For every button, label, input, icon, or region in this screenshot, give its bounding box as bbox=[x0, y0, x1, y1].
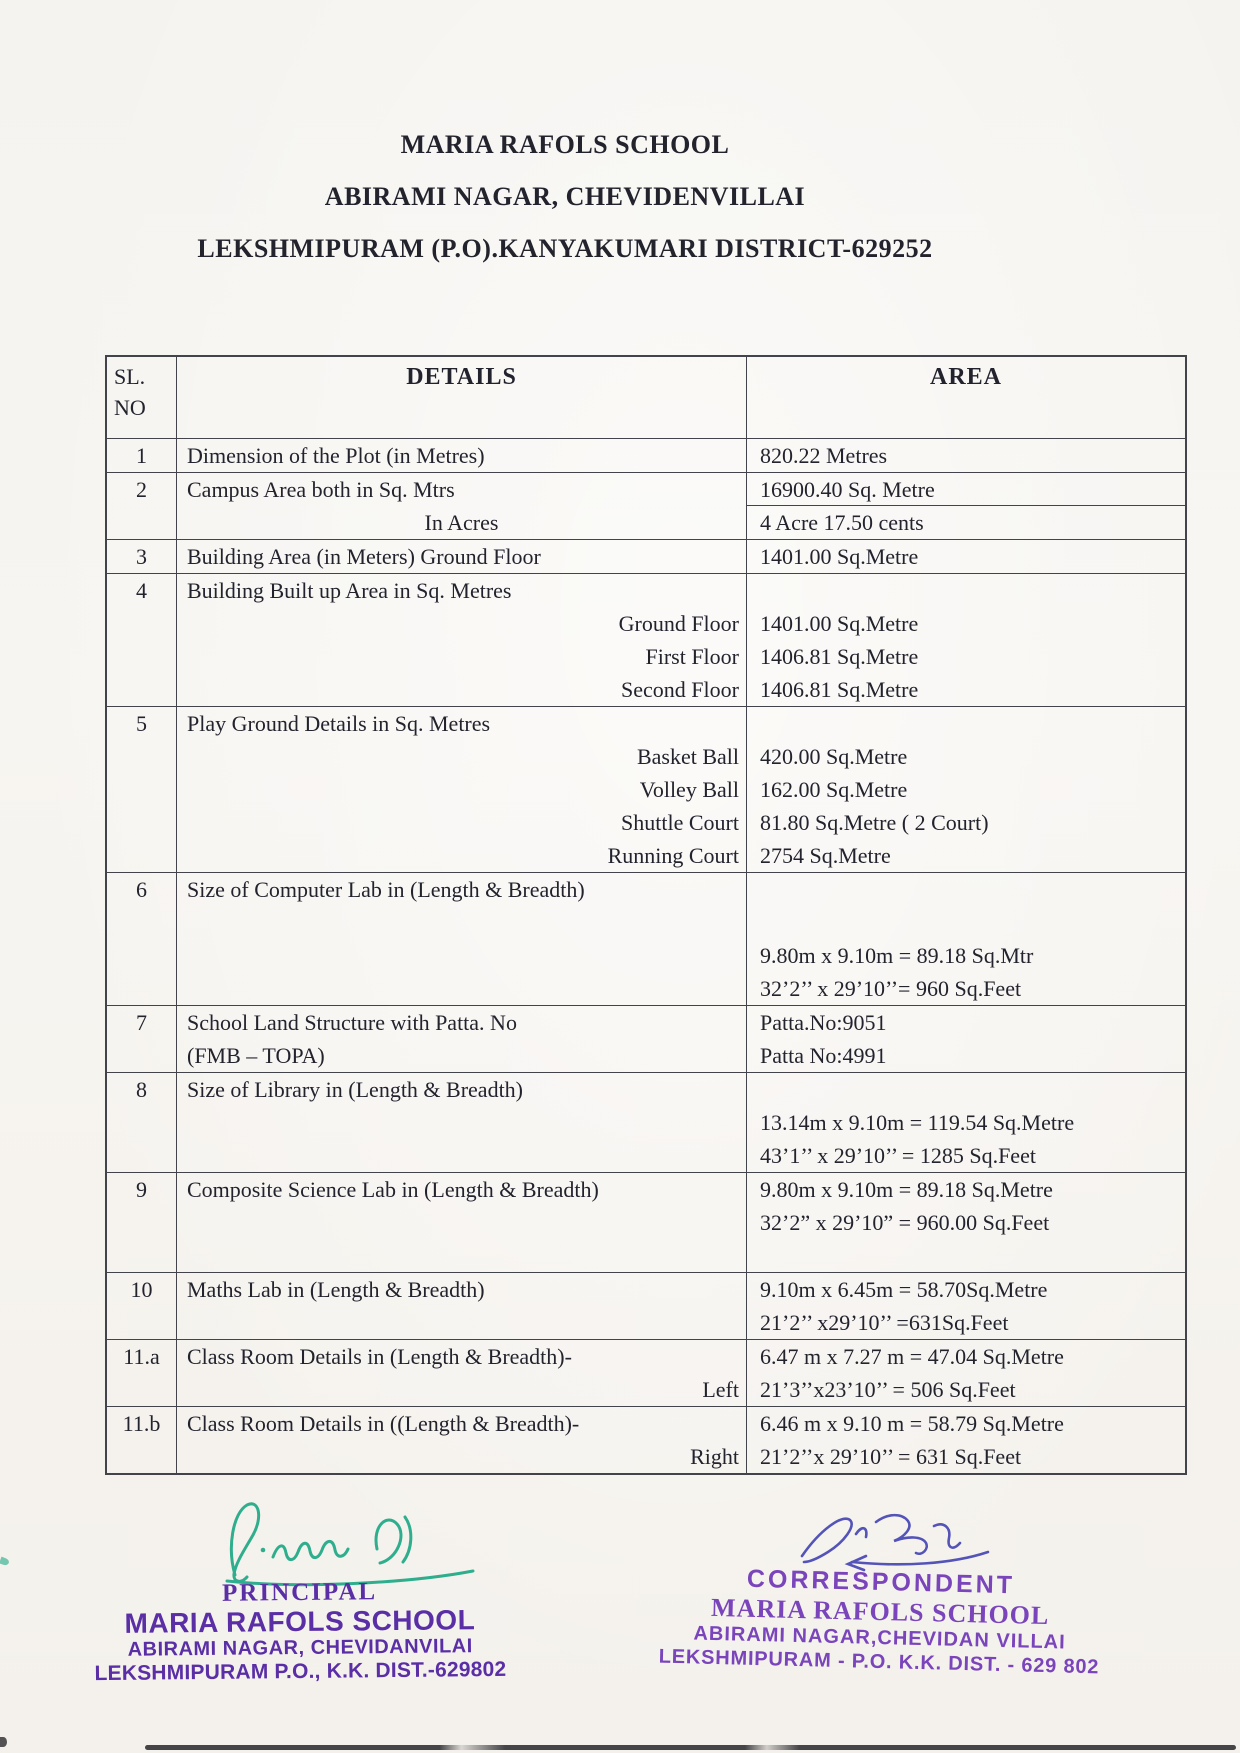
area-line: 4 Acre 17.50 cents bbox=[760, 510, 924, 535]
area-line: 6.46 m x 9.10 m = 58.79 Sq.Metre bbox=[760, 1411, 1064, 1436]
area-line: 162.00 Sq.Metre bbox=[760, 777, 908, 802]
area-line: 81.80 Sq.Metre ( 2 Court) bbox=[760, 810, 989, 835]
area-line: 9.80m x 9.10m = 89.18 Sq.Mtr bbox=[760, 943, 1034, 968]
stray-ink-mark bbox=[0, 1557, 10, 1567]
details-line: Right bbox=[690, 1444, 739, 1469]
area-line: 2754 Sq.Metre bbox=[760, 843, 891, 868]
area-line: 820.22 Metres bbox=[760, 443, 888, 468]
area-line bbox=[747, 906, 1185, 939]
row-details-cell bbox=[177, 1407, 747, 1473]
area-line: 32’2” x 29’10” = 960.00 Sq.Feet bbox=[760, 1210, 1050, 1235]
details-line: Maths Lab in (Length & Breadth) bbox=[187, 1277, 485, 1302]
row-area-cell bbox=[747, 540, 1185, 573]
row-details-cell bbox=[177, 1340, 747, 1406]
area-line: 6.47 m x 7.27 m = 47.04 Sq.Metre bbox=[760, 1344, 1064, 1369]
table-row bbox=[107, 1272, 1185, 1339]
row-sl-number: 4 bbox=[107, 574, 177, 706]
row-sl-number: 11.a bbox=[107, 1340, 177, 1406]
area-line bbox=[747, 574, 1185, 607]
header-details: DETAILS bbox=[177, 357, 747, 438]
letterhead bbox=[0, 130, 1130, 286]
row-area-cell bbox=[747, 1006, 1185, 1072]
details-line: Building Built up Area in Sq. Metres bbox=[187, 578, 512, 603]
table-row bbox=[107, 1339, 1185, 1406]
details-line: (FMB – TOPA) bbox=[187, 1043, 325, 1068]
area-line bbox=[747, 707, 1185, 740]
table-row bbox=[107, 439, 1185, 472]
table-row bbox=[107, 872, 1185, 1005]
row-sl-number: 6 bbox=[107, 873, 177, 1005]
details-line bbox=[177, 1139, 746, 1172]
row-sl-number: 3 bbox=[107, 540, 177, 573]
principal-stamp bbox=[59, 1575, 540, 1686]
row-area-cell bbox=[747, 1173, 1185, 1272]
details-line: Size of Computer Lab in (Length & Breadth) bbox=[187, 877, 585, 902]
row-area-cell bbox=[747, 1407, 1185, 1473]
table-body bbox=[107, 439, 1185, 1473]
details-line: Second Floor bbox=[621, 677, 739, 702]
details-line bbox=[177, 906, 746, 939]
scan-edge-artifact bbox=[145, 1745, 1236, 1750]
correspondent-stamp-role: CORRESPONDENT bbox=[746, 1564, 1016, 1600]
school-name: MARIA RAFOLS SCHOOL bbox=[400, 130, 730, 159]
row-details-cell bbox=[177, 873, 747, 1005]
row-area-cell bbox=[747, 439, 1185, 472]
area-line: 21’2’’ x29’10’’ =631Sq.Feet bbox=[760, 1310, 1009, 1335]
table-row bbox=[107, 1072, 1185, 1172]
details-line: Size of Library in (Length & Breadth) bbox=[187, 1077, 524, 1102]
correspondent-stamp-address2: LEKSHMIPURAM - P.O. K.K. DIST. - 629 802 bbox=[658, 1645, 1100, 1679]
school-address-line2: LEKSHMIPURAM (P.O).KANYAKUMARI DISTRICT-629252 bbox=[197, 234, 933, 263]
row-area-cell bbox=[747, 707, 1185, 872]
row-area-cell bbox=[747, 1340, 1185, 1406]
correspondent-stamp-address1: ABIRAMI NAGAR,CHEVIDAN VILLAI bbox=[693, 1622, 1066, 1654]
row-sl-number: 7 bbox=[107, 1006, 177, 1072]
school-address-line1: ABIRAMI NAGAR, CHEVIDENVILLAI bbox=[324, 182, 806, 211]
details-line: Campus Area both in Sq. Mtrs bbox=[187, 477, 455, 502]
area-line: 21’3’’x23’10’’ = 506 Sq.Feet bbox=[760, 1377, 1016, 1402]
details-table bbox=[105, 355, 1187, 1475]
row-details-cell bbox=[177, 1006, 747, 1072]
row-details-cell bbox=[177, 439, 747, 472]
details-line: School Land Structure with Patta. No bbox=[187, 1010, 517, 1035]
principal-stamp-role: PRINCIPAL bbox=[221, 1578, 378, 1607]
details-line: In Acres bbox=[424, 510, 499, 535]
area-line: 9.10m x 6.45m = 58.70Sq.Metre bbox=[760, 1277, 1048, 1302]
area-line: 21’2’’x 29’10’’ = 631 Sq.Feet bbox=[760, 1444, 1022, 1469]
area-line: 1401.00 Sq.Metre bbox=[760, 544, 919, 569]
row-sl-number: 11.b bbox=[107, 1407, 177, 1473]
area-line bbox=[747, 873, 1185, 906]
table-row bbox=[107, 1005, 1185, 1072]
area-line bbox=[747, 1239, 1185, 1272]
details-line: Class Room Details in ((Length & Breadth)- bbox=[187, 1411, 580, 1436]
area-line: 1406.81 Sq.Metre bbox=[760, 644, 919, 669]
principal-stamp-address1: ABIRAMI NAGAR, CHEVIDANVILAI bbox=[127, 1635, 473, 1661]
row-details-cell bbox=[177, 1073, 747, 1172]
details-line: Running Court bbox=[607, 843, 739, 868]
row-area-cell bbox=[747, 873, 1185, 1005]
area-line: 43’1’’ x 29’10’’ = 1285 Sq.Feet bbox=[760, 1143, 1036, 1168]
row-details-cell bbox=[177, 473, 747, 539]
area-line: 420.00 Sq.Metre bbox=[760, 744, 908, 769]
row-area-cell bbox=[747, 1273, 1185, 1339]
area-line: Patta.No:9051 bbox=[760, 1010, 887, 1035]
table-row bbox=[107, 573, 1185, 706]
details-line: Ground Floor bbox=[618, 611, 739, 636]
table-row bbox=[107, 1172, 1185, 1272]
row-sl-number: 1 bbox=[107, 439, 177, 472]
table-header-row bbox=[107, 357, 1185, 439]
details-line bbox=[177, 1106, 746, 1139]
correspondent-stamp bbox=[639, 1562, 1121, 1680]
table-row bbox=[107, 472, 1185, 539]
area-line: Patta No:4991 bbox=[760, 1043, 887, 1068]
row-details-cell bbox=[177, 1173, 747, 1272]
row-sl-number: 2 bbox=[107, 473, 177, 539]
table-row bbox=[107, 706, 1185, 872]
area-line bbox=[747, 1073, 1185, 1106]
row-details-cell bbox=[177, 574, 747, 706]
header-sl-no bbox=[107, 357, 177, 438]
details-line: First Floor bbox=[645, 644, 739, 669]
details-line bbox=[177, 939, 746, 972]
details-line: Building Area (in Meters) Ground Floor bbox=[187, 544, 541, 569]
details-line: Volley Ball bbox=[639, 777, 739, 802]
header-area: AREA bbox=[929, 364, 1002, 390]
row-details-cell bbox=[177, 1273, 747, 1339]
row-details-cell bbox=[177, 707, 747, 872]
details-line: Dimension of the Plot (in Metres) bbox=[187, 443, 485, 468]
details-line bbox=[177, 1239, 746, 1272]
row-sl-number: 10 bbox=[107, 1273, 177, 1339]
correspondent-stamp-school: MARIA RAFOLS SCHOOL bbox=[710, 1592, 1050, 1631]
area-line: 9.80m x 9.10m = 89.18 Sq.Metre bbox=[760, 1177, 1053, 1202]
area-line: 1406.81 Sq.Metre bbox=[760, 677, 919, 702]
table-row bbox=[107, 1406, 1185, 1473]
row-area-cell bbox=[747, 473, 1185, 539]
row-details-cell bbox=[177, 540, 747, 573]
details-line bbox=[177, 972, 746, 1005]
area-line: 32’2’’ x 29’10’’= 960 Sq.Feet bbox=[760, 976, 1022, 1001]
header-sl-line2: NO bbox=[114, 395, 146, 420]
details-line bbox=[177, 1206, 746, 1239]
table-row bbox=[107, 539, 1185, 573]
details-line bbox=[177, 1306, 746, 1339]
details-line: Play Ground Details in Sq. Metres bbox=[187, 711, 491, 736]
row-sl-number: 5 bbox=[107, 707, 177, 872]
row-area-cell bbox=[747, 574, 1185, 706]
scan-corner-mark bbox=[0, 1737, 7, 1747]
principal-stamp-school: MARIA RAFOLS SCHOOL bbox=[124, 1604, 476, 1639]
row-sl-number: 9 bbox=[107, 1173, 177, 1272]
details-line: Composite Science Lab in (Length & Breadth) bbox=[187, 1177, 599, 1202]
details-line: Shuttle Court bbox=[621, 810, 739, 835]
area-line: 13.14m x 9.10m = 119.54 Sq.Metre bbox=[760, 1110, 1075, 1135]
details-line: Left bbox=[702, 1377, 739, 1402]
area-line: 1401.00 Sq.Metre bbox=[760, 611, 919, 636]
details-line: Basket Ball bbox=[636, 744, 739, 769]
details-line: Class Room Details in (Length & Breadth)- bbox=[187, 1344, 572, 1369]
row-sl-number: 8 bbox=[107, 1073, 177, 1172]
row-area-cell bbox=[747, 1073, 1185, 1172]
area-line: 16900.40 Sq. Metre bbox=[747, 473, 1185, 506]
principal-stamp-address2: LEKSHMIPURAM P.O., K.K. DIST.-629802 bbox=[94, 1657, 507, 1686]
header-sl-line1: SL. bbox=[114, 364, 146, 389]
